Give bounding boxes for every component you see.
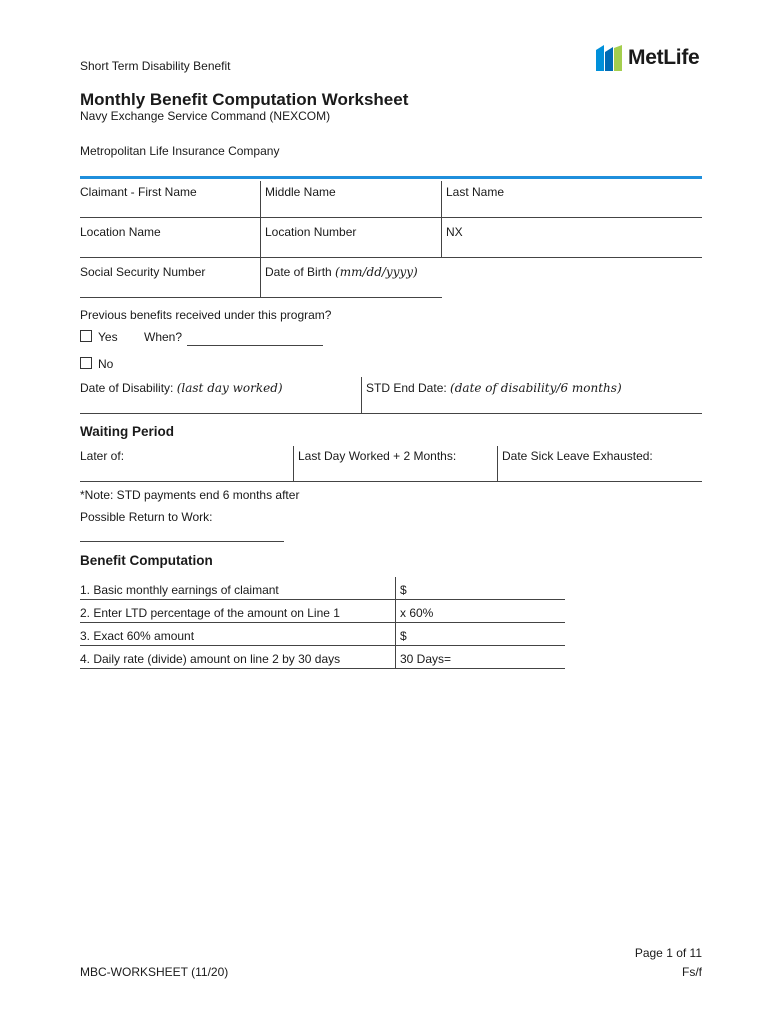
no-checkbox[interactable] [80,357,92,369]
yes-label: Yes [98,330,118,344]
previous-benefits-question: Previous benefits received under this program? [80,308,332,322]
std-end-date-hint: (date of disability/6 months) [450,381,622,395]
location-name-field[interactable] [80,218,260,257]
row-divider [80,297,442,298]
row-divider [80,668,565,669]
dob-field[interactable] [261,258,441,297]
disability-date-text: Date of Disability: [80,381,174,395]
basic-earnings-field[interactable] [396,577,565,599]
return-underline [80,541,284,542]
sick-leave-label: Date Sick Leave Exhausted: [502,449,653,463]
yes-checkbox[interactable] [80,330,92,342]
waiting-period-heading: Waiting Period [80,424,174,439]
later-of-field[interactable] [80,446,293,481]
return-to-work-label: Possible Return to Work: [80,510,213,524]
location-prefix: NX [446,225,463,239]
location-name-label: Location Name [80,225,161,239]
location-code-field[interactable] [442,218,702,257]
ssn-label: Social Security Number [80,265,206,279]
page-number: Page 1 of 11 [634,946,702,960]
sick-leave-field[interactable] [498,446,702,481]
exact-amount-field[interactable] [396,623,565,645]
disability-date-field[interactable] [80,377,361,413]
benefit-row-value: $ [400,629,407,643]
form-type-label: Short Term Disability Benefit [80,59,231,73]
std-note: *Note: STD payments end 6 months after [80,488,300,502]
row-divider [80,481,702,482]
ssn-field[interactable] [80,258,260,297]
last-name-label: Last Name [446,185,505,199]
benefit-row-label: 3. Exact 60% amount [80,629,195,643]
first-name-label: Claimant - First Name [80,185,197,199]
benefit-heading: Benefit Computation [80,553,213,568]
dob-hint: (mm/dd/yyyy) [335,265,418,279]
last-day-plus-field[interactable] [294,446,497,481]
benefit-row-value: x 60% [400,606,434,620]
disability-date-hint: (last day worked) [176,381,283,395]
benefit-row-value: $ [400,583,407,597]
middle-name-label: Middle Name [265,185,336,199]
benefit-row-label: 4. Daily rate (divide) amount on line 2 by 30 days [80,652,341,666]
dob-label-text: Date of Birth [265,265,332,279]
metlife-logo-text: MetLife [628,46,700,69]
row-divider [80,413,702,414]
last-name-field[interactable] [442,181,702,217]
metlife-logo-icon [596,45,622,71]
first-name-field[interactable] [80,181,260,217]
return-to-work-field[interactable] [80,524,284,541]
form-id: MBC-WORKSHEET (11/20) [80,965,229,979]
last-day-plus-label: Last Day Worked + 2 Months: [298,449,457,463]
no-label: No [98,357,114,371]
location-number-label: Location Number [265,225,357,239]
subtitle: Navy Exchange Service Command (NEXCOM) [80,109,331,123]
ltd-percentage-field[interactable] [396,600,565,622]
accent-divider [80,176,702,179]
benefit-row-label: 2. Enter LTD percentage of the amount on Line 1 [80,606,340,620]
column-divider [395,577,396,668]
daily-rate-field[interactable] [396,646,565,668]
middle-name-field[interactable] [261,181,441,217]
company-name: Metropolitan Life Insurance Company [80,144,280,158]
when-label: When? [144,330,183,344]
footer-code: Fs/f [682,965,702,979]
benefit-row-label: 1. Basic monthly earnings of claimant [80,583,279,597]
later-of-label: Later of: [80,449,125,463]
when-field[interactable] [187,328,323,345]
when-underline [187,345,323,346]
std-end-date-field[interactable] [362,377,702,413]
std-end-date-text: STD End Date: [366,381,447,395]
page-title: Monthly Benefit Computation Worksheet [80,90,409,109]
benefit-row-value: 30 Days= [400,652,452,666]
location-number-field[interactable] [261,218,441,257]
